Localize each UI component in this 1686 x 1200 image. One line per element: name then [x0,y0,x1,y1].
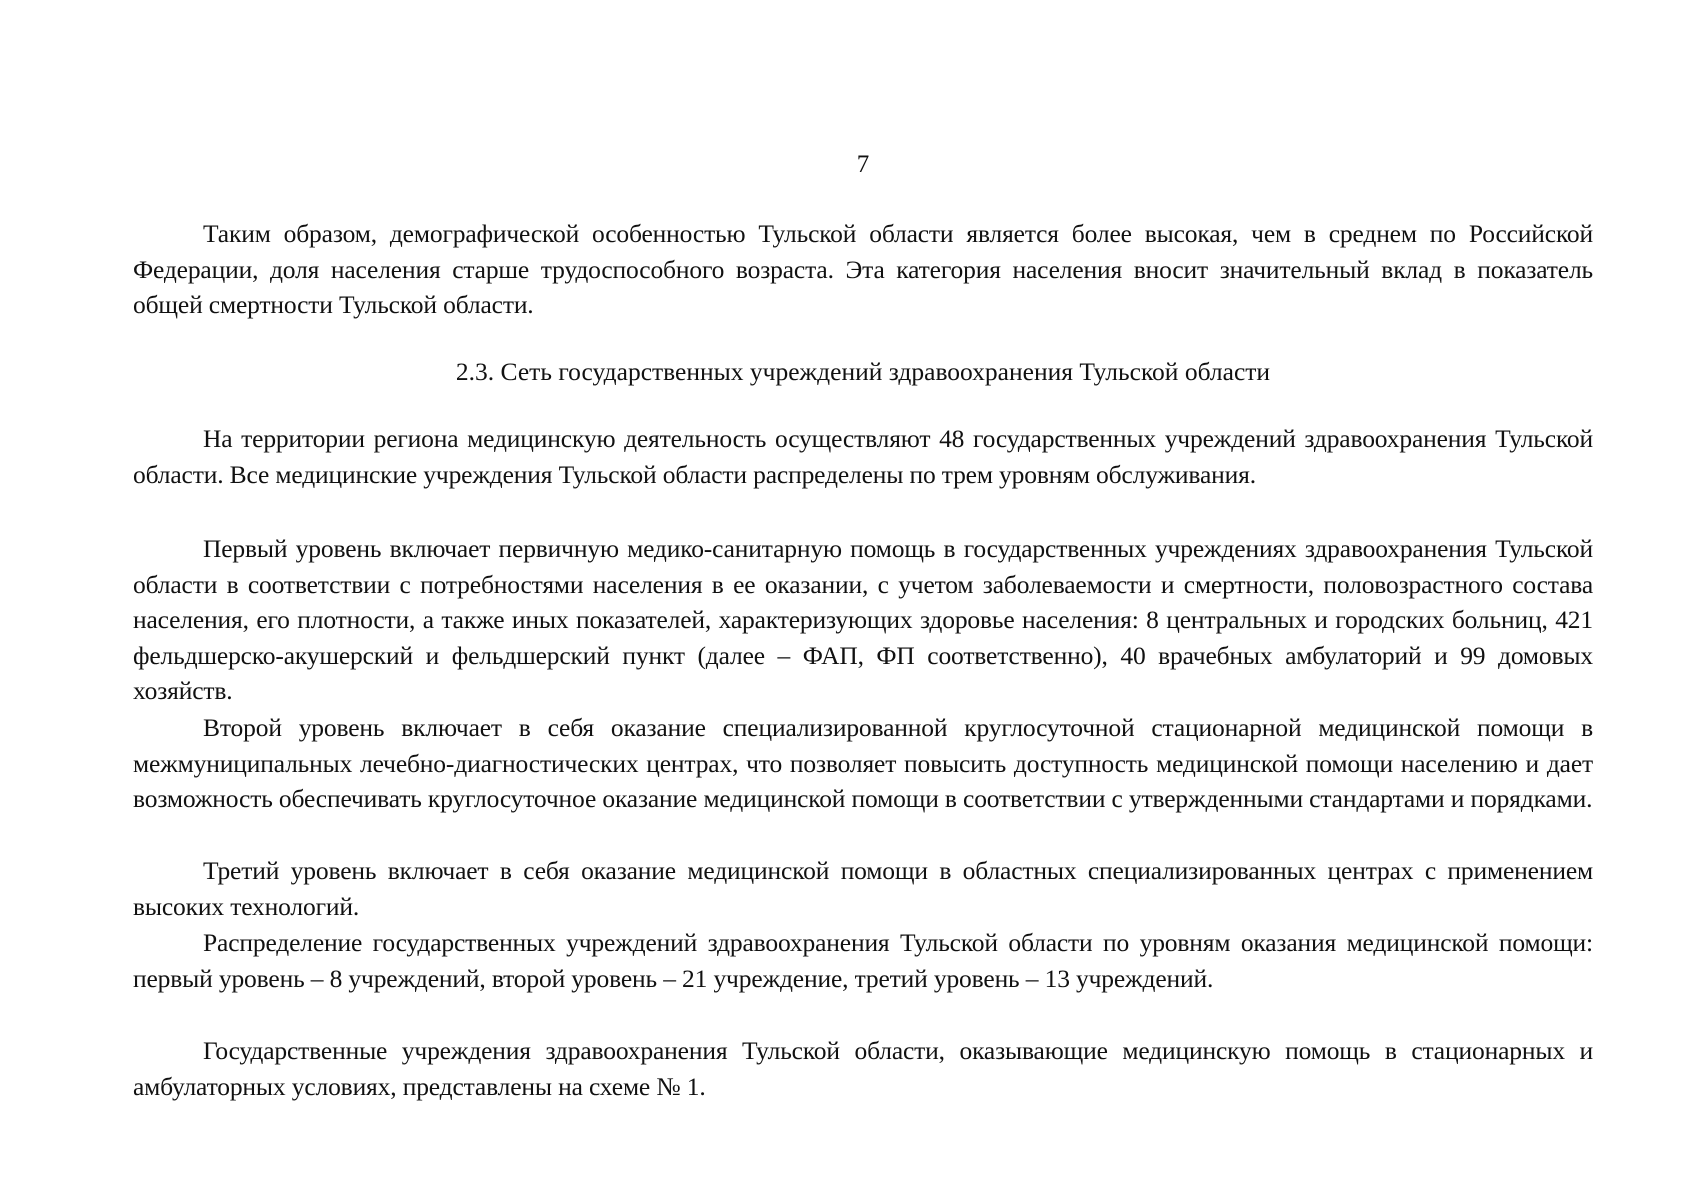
paragraph-demographics: Таким образом, демографической особенностью Тульской области является более высокая, чем в среднем по Российской Федерации, доля населения старше трудоспособного возраста. Эта категория населения вносит значительный вклад в показатель общей смертности Тульской области. [133,219,1593,319]
paragraph-institutions-count: На территории региона медицинскую деятельность осуществляют 48 государственных учреждений здравоохранения Тульской области. Все медицинские учреждения Тульской области распределены по трем уровням обслуживания. [133,424,1593,489]
section-heading: 2.3. Сеть государственных учреждений здравоохранения Тульской области [455,357,1271,386]
paragraph-first-level: Первый уровень включает первичную медико-санитарную помощь в государственных учреждениях здравоохранения Тульской области в соответствии с потребностями населения в ее оказании, с учетом заболеваемости и смертности, половозрастного состава населения, его плотности, а также иных показателей, характеризующих здоровье населения: 8 центральных и городских больниц, 421 фельдшерско-акушерский и фельдшерский пункт (далее – ФАП, ФП соответственно), 40 врачебных амбулаторий и 99 домовых хозяйств. [133,534,1593,705]
paragraph-second-level: Второй уровень включает в себя оказание специализированной круглосуточной стационарной медицинской помощи в межмуниципальных лечебно-диагностических центрах, что позволяет повысить доступность медицинской помощи населению и дает возможность обеспечивать круглосуточное оказание медицинской помощи в соответствии с утвержденными стандартами и порядками. [133,713,1593,813]
paragraph-third-level: Третий уровень включает в себя оказание медицинской помощи в областных специализированных центрах с применением высоких технологий. [133,856,1593,921]
document-page [133,0,1593,1200]
paragraph-scheme-reference: Государственные учреждения здравоохранения Тульской области, оказывающие медицинскую помощь в стационарных и амбулаторных условиях, представлены на схеме № 1. [133,1036,1593,1101]
page-number: 7 [856,151,870,178]
paragraph-distribution: Распределение государственных учреждений здравоохранения Тульской области по уровням оказания медицинской помощи: первый уровень – 8 учреждений, второй уровень – 21 учреждение, третий уровень – 13 учреждений. [133,928,1593,993]
